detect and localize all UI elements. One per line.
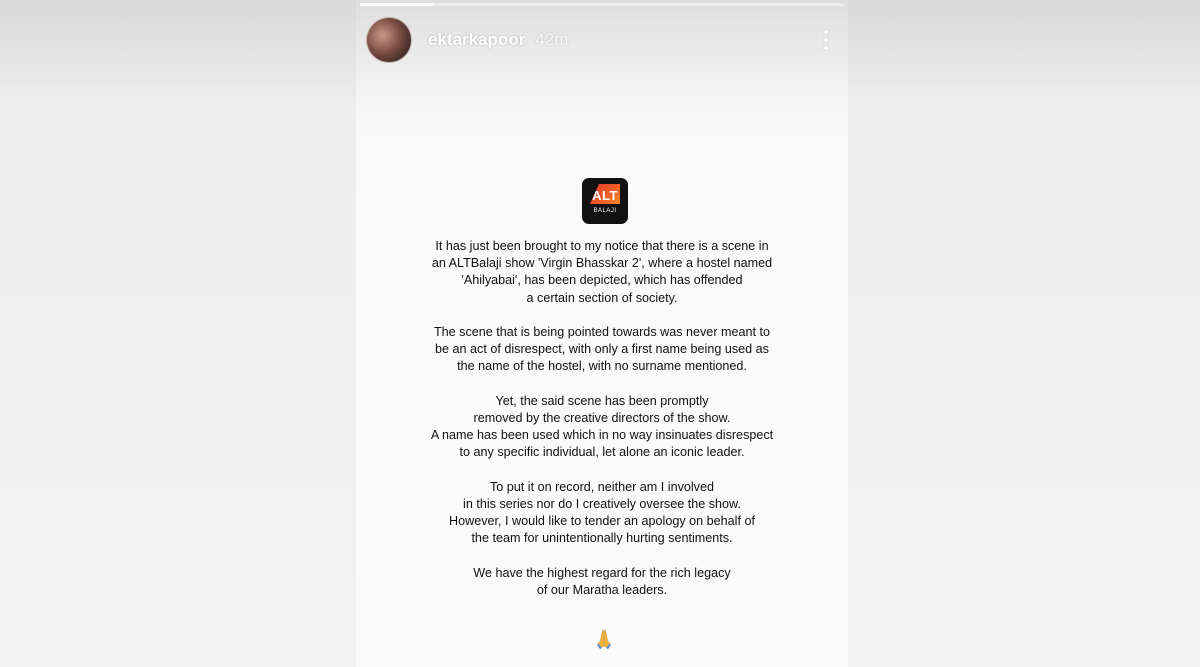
story-timestamp: 42m: [535, 30, 569, 49]
statement-line: of our Maratha leaders.: [536, 583, 668, 597]
logo-text: ALT: [592, 188, 618, 203]
statement-line: Yet, the said scene has been promptly: [495, 393, 709, 408]
story-progress-bar: [360, 3, 844, 6]
statement-line: the name of the hostel, with no surname mentioned.: [457, 359, 747, 374]
statement-line: the team for unintentionally hurting sentiments.: [471, 531, 733, 546]
statement-paragraph: [376, 238, 828, 307]
statement-line: We have the highest regard for the rich legacy: [473, 565, 731, 580]
statement-line: A name has been used which in no way insinuates disrespect: [430, 428, 774, 443]
statement-line: To put it on record, neither am I involved: [489, 479, 714, 494]
statement-paragraph: [376, 479, 828, 548]
statement-line: removed by the creative directors of the show.: [473, 411, 731, 425]
statement-line: The scene that is being pointed towards was never meant to: [433, 325, 771, 339]
username[interactable]: ektarkapoor: [428, 30, 526, 49]
logo-subtext: BALAJI: [593, 208, 617, 214]
story-header: [366, 17, 836, 63]
story-progress-fill: [360, 3, 433, 6]
more-options-button[interactable]: [816, 25, 836, 55]
statement-line: 'Ahilyabai', has been depicted, which has offended: [461, 273, 743, 288]
altbalaji-logo: [582, 178, 628, 224]
statement-line: However, I would like to tender an apology on behalf of: [449, 514, 755, 529]
more-vertical-icon-dot: [824, 46, 828, 50]
statement-paragraph: [376, 324, 828, 376]
more-vertical-icon-dot: [824, 38, 828, 42]
statement-line: in this series nor do I creatively oversee the show.: [463, 497, 741, 511]
folded-hands-icon: [592, 627, 616, 651]
statement-line: to any specific individual, let alone an iconic leader.: [459, 445, 745, 460]
story-viewer[interactable]: [356, 0, 848, 667]
statement-line: a certain section of society.: [526, 290, 678, 305]
statement-paragraph: [376, 565, 828, 599]
statement-line: be an act of disrespect, with only a first name being used as: [435, 342, 769, 357]
avatar[interactable]: [366, 17, 412, 63]
statement-line: an ALTBalaji show 'Virgin Bhasskar 2', where a hostel named: [431, 256, 773, 271]
more-vertical-icon: [824, 30, 828, 34]
statement-text: [376, 238, 828, 616]
statement-paragraph: [376, 393, 828, 462]
statement-line: It has just been brought to my notice that there is a scene in: [435, 239, 769, 253]
